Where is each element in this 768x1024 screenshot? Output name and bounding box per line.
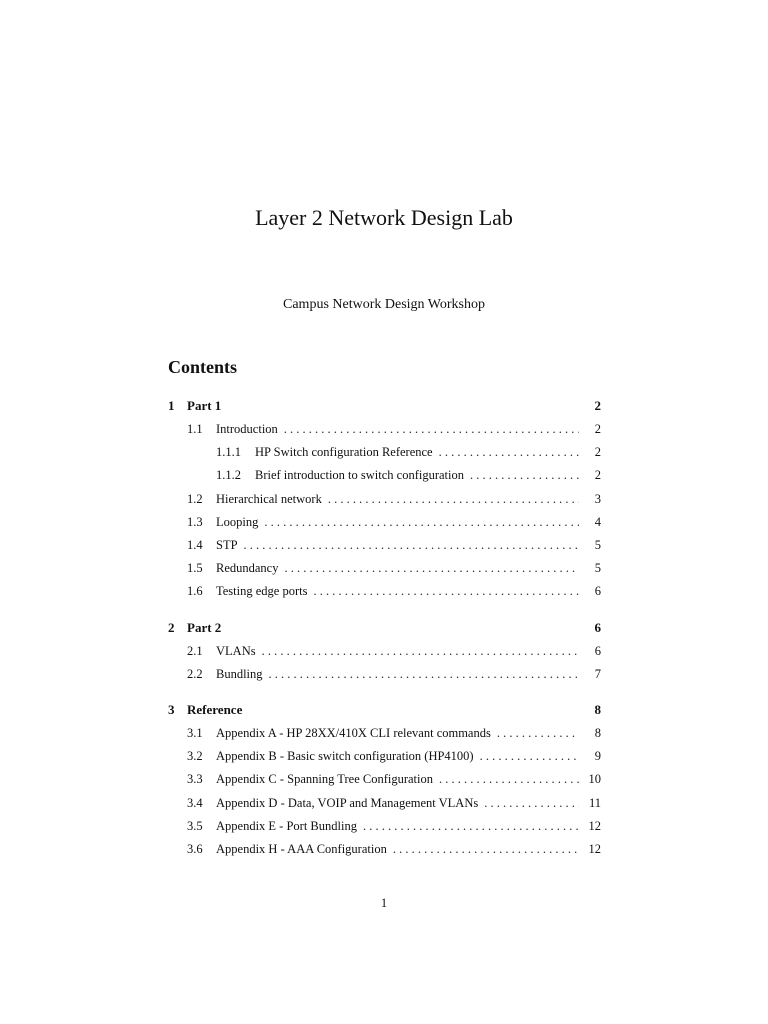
toc-entry-page: 8 [594, 726, 601, 740]
toc-dot-leader [264, 513, 579, 531]
toc-entry[interactable] [168, 642, 601, 660]
toc-entry-page: 11 [588, 796, 601, 810]
toc-dot-leader [284, 420, 579, 438]
toc-entry[interactable] [168, 840, 601, 858]
toc-entry-label: Testing edge ports [216, 584, 308, 598]
toc-entry-page: 5 [594, 538, 601, 552]
toc-entry-page: 7 [594, 667, 601, 681]
toc-entry-number: 2.2 [187, 667, 203, 681]
document-subtitle: Campus Network Design Workshop [283, 297, 485, 312]
toc-dot-leader [269, 665, 579, 683]
toc-entry-page: 6 [594, 620, 601, 635]
toc-entry[interactable] [168, 397, 601, 415]
toc-entry-number: 1.2 [187, 492, 203, 506]
toc-entry[interactable] [168, 701, 601, 719]
toc-entry-page: 3 [594, 492, 601, 506]
toc-dot-leader [363, 817, 579, 835]
contents-heading: Contents [168, 357, 238, 377]
toc-entry-number: 3.6 [187, 842, 203, 856]
toc-dot-leader [439, 770, 579, 788]
toc-dot-leader [328, 490, 579, 508]
toc-entry-page: 5 [594, 561, 601, 575]
toc-dot-leader [313, 582, 579, 600]
toc-entry[interactable] [168, 794, 601, 812]
toc-entry-number: 1.1.2 [216, 468, 241, 482]
toc-entry-page: 8 [594, 702, 601, 717]
toc-entry-page: 4 [594, 515, 601, 529]
toc-entry[interactable] [168, 770, 601, 788]
toc-entry-label: Introduction [216, 422, 278, 436]
toc-dot-leader [439, 443, 579, 461]
toc-entry-label: Appendix D - Data, VOIP and Management VLANs [216, 796, 479, 810]
toc-entry-label: Appendix E - Port Bundling [216, 819, 357, 833]
toc-entry-number: 3.4 [187, 796, 203, 810]
toc-entry-label: STP [216, 538, 238, 552]
toc-entry[interactable] [168, 817, 601, 835]
toc-entry-label: Bundling [216, 667, 263, 681]
toc-entry-page: 2 [594, 398, 601, 413]
toc-entry-page: 12 [588, 819, 601, 833]
toc-entry-label: Appendix H - AAA Configuration [216, 842, 387, 856]
toc-entry-label: Brief introduction to switch configuration [255, 468, 464, 482]
toc-dot-leader [470, 466, 579, 484]
toc-entry[interactable] [168, 536, 601, 554]
toc-entry[interactable] [168, 466, 601, 484]
toc-entry-page: 2 [594, 445, 601, 459]
toc-dot-leader [284, 559, 579, 577]
toc-entry-label: Redundancy [216, 561, 279, 575]
toc-entry-number: 1.5 [187, 561, 203, 575]
toc-entry-label: Reference [187, 702, 243, 717]
toc-entry-number: 3.5 [187, 819, 203, 833]
toc-entry[interactable] [168, 724, 601, 742]
toc-entry-label: Appendix A - HP 28XX/410X CLI relevant commands [216, 726, 491, 740]
toc-entry[interactable] [168, 747, 601, 765]
toc-entry-number: 1.4 [187, 538, 203, 552]
toc-entry[interactable] [168, 513, 601, 531]
toc-entry-number: 1.3 [187, 515, 203, 529]
toc-dot-leader [262, 642, 579, 660]
toc-entry-page: 10 [588, 772, 601, 786]
toc-dot-leader [484, 794, 579, 812]
toc-entry-page: 2 [594, 422, 601, 436]
toc-entry-label: HP Switch configuration Reference [255, 445, 433, 459]
document-title: Layer 2 Network Design Lab [255, 205, 513, 230]
toc-entry-page: 9 [594, 749, 601, 763]
toc-entry[interactable] [168, 490, 601, 508]
toc-dot-leader [244, 536, 579, 554]
toc-entry-label: Hierarchical network [216, 492, 322, 506]
toc-entry-number: 3.3 [187, 772, 203, 786]
toc-entry-number: 2 [168, 620, 175, 635]
toc-entry[interactable] [168, 665, 601, 683]
toc-entry-label: VLANs [216, 644, 256, 658]
toc-entry-page: 12 [588, 842, 601, 856]
toc-entry[interactable] [168, 619, 601, 637]
toc-entry-number: 1.1 [187, 422, 203, 436]
toc-entry-number: 1.6 [187, 584, 203, 598]
toc-entry-number: 3.2 [187, 749, 203, 763]
toc-entry-page: 6 [594, 584, 601, 598]
toc-entry-label: Part 1 [187, 398, 222, 413]
toc-entry-label: Part 2 [187, 620, 222, 635]
toc-entry-number: 3 [168, 702, 175, 717]
toc-dot-leader [393, 840, 579, 858]
toc-entry[interactable] [168, 420, 601, 438]
toc-entry-label: Appendix C - Spanning Tree Configuration [216, 772, 434, 786]
toc-entry-number: 1.1.1 [216, 445, 241, 459]
toc-entry-number: 1 [168, 398, 175, 413]
toc-entry-number: 3.1 [187, 726, 203, 740]
toc-entry-number: 2.1 [187, 644, 203, 658]
toc-entry[interactable] [168, 443, 601, 461]
toc-entry[interactable] [168, 559, 601, 577]
toc-entry-label: Looping [216, 515, 259, 529]
toc-entry-label: Appendix B - Basic switch configuration (HP4100) [216, 749, 474, 763]
toc-dot-leader [497, 724, 579, 742]
toc-dot-leader [480, 747, 579, 765]
toc-entry-page: 6 [594, 644, 601, 658]
page-number: 1 [380, 896, 388, 910]
toc-entry[interactable] [168, 582, 601, 600]
toc-entry-page: 2 [594, 468, 601, 482]
